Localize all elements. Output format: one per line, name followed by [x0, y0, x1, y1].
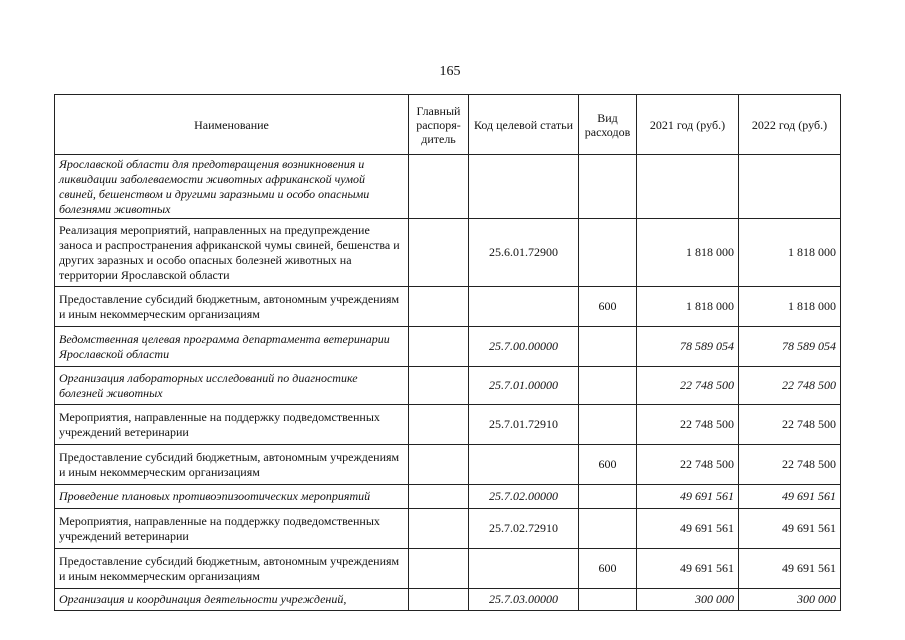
table-row — [55, 549, 841, 589]
row-name: Организация и координация деятельности учреждений, — [55, 589, 409, 611]
table-row — [55, 445, 841, 485]
row-type — [579, 155, 637, 219]
row-name: Ведомственная целевая программа департамента ветеринарии Ярославской области — [55, 327, 409, 367]
header-2022: 2022 год (руб.) — [739, 95, 841, 155]
row-type — [579, 219, 637, 287]
row-name: Реализация мероприятий, направленных на предупреждение заноса и распространения африканской чумы свиней, бешенства и других заразных и особо опасных болезней животных на территории Ярославской области — [55, 219, 409, 287]
row-code: 25.7.00.00000 — [469, 327, 579, 367]
row-2021: 22 748 500 — [637, 405, 739, 445]
header-code: Код целевой статьи — [469, 95, 579, 155]
row-2022: 1 818 000 — [739, 287, 841, 327]
row-code: 25.7.01.00000 — [469, 367, 579, 405]
row-2022: 22 748 500 — [739, 445, 841, 485]
row-2022: 49 691 561 — [739, 549, 841, 589]
row-2021: 1 818 000 — [637, 219, 739, 287]
header-manager: Главный распоря-дитель — [409, 95, 469, 155]
row-name: Проведение плановых противоэпизоотических мероприятий — [55, 485, 409, 509]
row-manager — [409, 367, 469, 405]
row-2022: 300 000 — [739, 589, 841, 611]
row-2022: 49 691 561 — [739, 509, 841, 549]
row-2021: 22 748 500 — [637, 445, 739, 485]
row-name: Мероприятия, направленные на поддержку подведомственных учреждений ветеринарии — [55, 509, 409, 549]
row-2022: 22 748 500 — [739, 405, 841, 445]
row-code — [469, 445, 579, 485]
page-number: 165 — [439, 64, 461, 79]
row-manager — [409, 287, 469, 327]
row-manager — [409, 155, 469, 219]
row-code — [469, 549, 579, 589]
row-code: 25.7.01.72910 — [469, 405, 579, 445]
row-type — [579, 589, 637, 611]
row-code: 25.7.02.00000 — [469, 485, 579, 509]
row-2021: 300 000 — [637, 589, 739, 611]
row-2022: 22 748 500 — [739, 367, 841, 405]
row-type: 600 — [579, 287, 637, 327]
table-row — [55, 509, 841, 549]
row-2021: 78 589 054 — [637, 327, 739, 367]
row-type — [579, 367, 637, 405]
table-row — [55, 287, 841, 327]
row-2021: 1 818 000 — [637, 287, 739, 327]
row-type — [579, 405, 637, 445]
row-code: 25.6.01.72900 — [469, 219, 579, 287]
row-2022: 78 589 054 — [739, 327, 841, 367]
row-2022: 1 818 000 — [739, 219, 841, 287]
table-row — [55, 327, 841, 367]
row-type: 600 — [579, 549, 637, 589]
row-manager — [409, 445, 469, 485]
table-row — [55, 155, 841, 219]
row-manager — [409, 405, 469, 445]
row-type — [579, 509, 637, 549]
row-code — [469, 155, 579, 219]
table-row — [55, 405, 841, 445]
header-type: Вид расходов — [579, 95, 637, 155]
row-2022: 49 691 561 — [739, 485, 841, 509]
row-2021: 49 691 561 — [637, 509, 739, 549]
row-manager — [409, 549, 469, 589]
row-manager — [409, 219, 469, 287]
header-row — [55, 95, 841, 155]
table-row — [55, 485, 841, 509]
row-type — [579, 327, 637, 367]
header-name: Наименование — [55, 95, 409, 155]
table-row — [55, 589, 841, 611]
row-2021: 49 691 561 — [637, 549, 739, 589]
row-manager — [409, 589, 469, 611]
row-code: 25.7.02.72910 — [469, 509, 579, 549]
row-name: Ярославской области для предотвращения возникновения и ликвидации заболеваемости животных африканской чумой свиней, бешенством и другими заразными и особо опасными болезнями животных — [55, 155, 409, 219]
row-type: 600 — [579, 445, 637, 485]
row-manager — [409, 509, 469, 549]
row-type — [579, 485, 637, 509]
row-name: Организация лабораторных исследований по диагностике болезней животных — [55, 367, 409, 405]
table-row — [55, 219, 841, 287]
row-name: Мероприятия, направленные на поддержку подведомственных учреждений ветеринарии — [55, 405, 409, 445]
row-name: Предоставление субсидий бюджетным, автономным учреждениям и иным некоммерческим организациям — [55, 287, 409, 327]
header-2021: 2021 год (руб.) — [637, 95, 739, 155]
row-code: 25.7.03.00000 — [469, 589, 579, 611]
row-2022 — [739, 155, 841, 219]
row-manager — [409, 327, 469, 367]
row-name: Предоставление субсидий бюджетным, автономным учреждениям и иным некоммерческим организациям — [55, 549, 409, 589]
row-2021 — [637, 155, 739, 219]
table-row — [55, 367, 841, 405]
row-2021: 22 748 500 — [637, 367, 739, 405]
budget-table — [54, 94, 841, 611]
row-2021: 49 691 561 — [637, 485, 739, 509]
row-manager — [409, 485, 469, 509]
row-name: Предоставление субсидий бюджетным, автономным учреждениям и иным некоммерческим организациям — [55, 445, 409, 485]
row-code — [469, 287, 579, 327]
